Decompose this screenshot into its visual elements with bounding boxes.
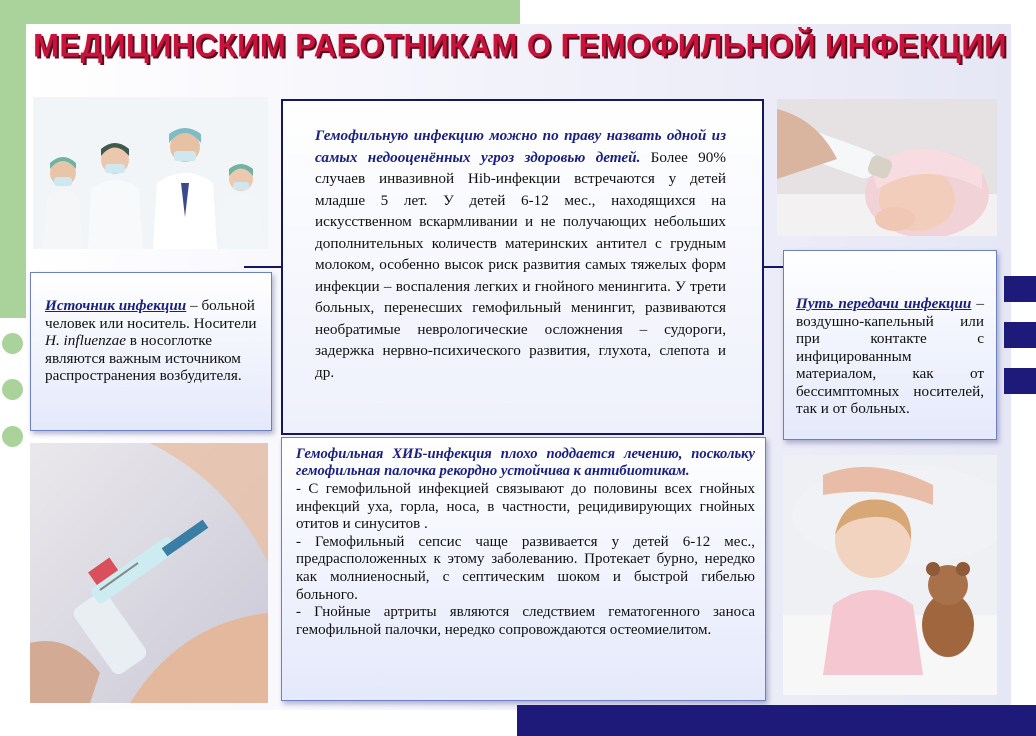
treatment-item: - Гнойные артриты являются следствием гематогенного заноса гемофильной палочки, нередко сопровождаются остеомиелитом.	[296, 604, 755, 638]
treatment-heading: Гемофильная ХИБ-инфекция плохо поддается лечению, поскольку гемофильная палочка рекордно устойчива к антибиотикам.	[296, 446, 755, 479]
green-dot	[2, 426, 23, 447]
main-lead-text: Гемофильную инфекцию можно по праву назвать одной из самых недооценённых угроз здоровью детей.	[315, 127, 726, 166]
green-dot	[2, 379, 23, 400]
connector-line	[244, 266, 284, 268]
main-info-box	[281, 99, 764, 435]
pathogen-species-name: H. influenzae	[45, 332, 126, 349]
navy-bottom-bar	[517, 705, 1036, 736]
transmission-route-box	[783, 250, 997, 440]
treatment-item: - Гемофильный сепсис чаще развивается у детей 6-12 мес., предрасположенных к этому заболеванию. Протекает бурно, нередко как молниеносный, с септическим шоком и быстрой гибелью больного.	[296, 533, 755, 603]
infection-source-text: – больной человек или носитель. Носители	[45, 297, 257, 332]
infection-source-text-end: в носоглотке являются важным источником распространения возбудителя.	[45, 332, 242, 384]
baby-feeding-photo	[777, 99, 997, 236]
treatment-item: - С гемофильной инфекцией связывают до половины всех гнойных инфекций уха, горла, носа, в частности, рецидивирующих гнойных отитов и синуситов .	[296, 481, 755, 533]
treatment-info-box	[281, 437, 766, 701]
doctors-photo	[33, 97, 268, 249]
green-dot	[2, 333, 23, 354]
navy-side-bar	[1004, 276, 1036, 302]
main-body-text: Более 90% случаев инвазивной Hib-инфекции встречаются у детей младше 5 лет. У детей 6-12 мес., находящихся на искусственном вскармливании и не получающих небольших дополнительных количеств материнских антител с грудным молоком, особенно высок риск развития самых тяжелых форм инфекции – воспаления легких и гнойного менингита. У трети больных, перенесших гемофильный менингит, развиваются необратимые неврологические осложнения – судороги, задержка нервно-психического развития, глухота, слепота и др.	[315, 148, 727, 381]
transmission-text: – воздушно-капельный или при контакте с инфицированным материалом, как от бессимптомных носителей, так и от больных.	[796, 295, 985, 417]
infection-source-box	[30, 272, 272, 431]
transmission-heading: Путь передачи инфекции	[796, 295, 972, 312]
navy-side-bar	[1004, 368, 1036, 394]
page-title: МЕДИЦИНСКИМ РАБОТНИКАМ О ГЕМОФИЛЬНОЙ ИНФЕКЦИИ	[33, 27, 1007, 64]
navy-side-bar	[1004, 322, 1036, 348]
syringe-photo	[30, 443, 268, 703]
infection-source-heading: Источник инфекции	[45, 297, 187, 314]
sick-child-photo	[783, 455, 997, 695]
